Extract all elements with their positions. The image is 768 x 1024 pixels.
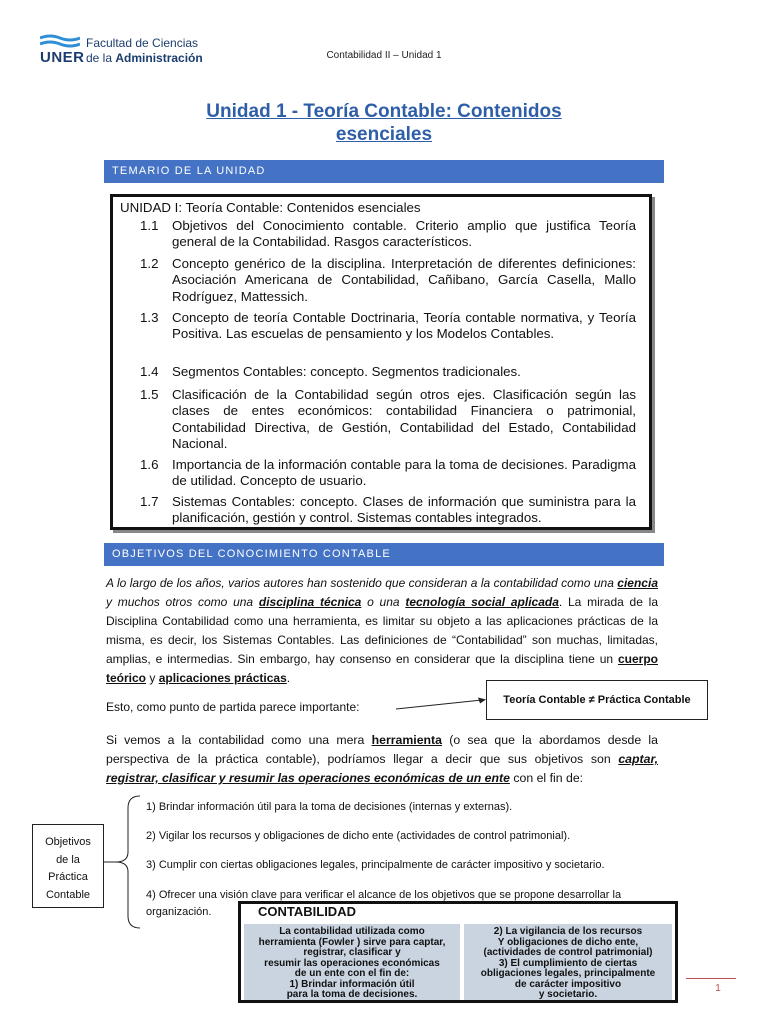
syllabus-item: 1.4 Segmentos Contables: concepto. Segmentos tradicionales. xyxy=(140,364,521,379)
theory-practice-box: Teoría Contable ≠ Práctica Contable xyxy=(486,680,708,720)
objective-item: 1) Brindar información útil para la toma de decisiones (internas y externas). xyxy=(146,801,513,813)
arrow-icon xyxy=(396,696,488,712)
waves-icon xyxy=(40,34,80,50)
section-header-temario: TEMARIO DE LA UNIDAD xyxy=(104,160,664,183)
paragraph-tool-view: Si vemos a la contabilidad como una mera herramienta (o sea que la abordamos desde la perspectiva de la práctica contable), podríamos llegar a decir que sus objetivos son captar, registrar, clasificar y resumir las operaciones económicas de un ente con el fin de: xyxy=(106,733,659,785)
paragraph-intro: A lo largo de los años, varios autores han sostenido que consideran a la contabilidad como una ciencia y muchos otros como una disciplina técnica o una tecnología social aplicada. La mirada de la Disciplina Contabilidad como una herramienta, es limitar su objeto a las aplicaciones prácticas de la misma, es decir, los Sistemas Contables. Las definiciones de “Contabilidad” son muchas, limitadas, amplias, e intermedias. Sin embargo, hay consenso en considerar que la disciplina tiene un cuerpo teórico y aplicaciones prácticas. xyxy=(106,576,658,685)
paragraph-starting-point: Esto, como punto de partida parece importante: xyxy=(106,700,360,714)
objective-item: 4) Ofrecer una visión clave para verificar el alcance de los objetivos que se propone desarrollar la organización. xyxy=(146,889,622,918)
page-title: Unidad 1 - Teoría Contable: Contenidos esenciales xyxy=(206,101,562,145)
syllabus-item: 1.2 Concepto genérico de la disciplina. Interpretación de diferentes definiciones: Asociación Americana de Contabilidad, Cañibano, García Casella, Mallo Rodríguez, Mattessich. xyxy=(140,256,636,304)
objectives-label-box: Objetivos de la Práctica Contable xyxy=(32,824,104,908)
logo-uner: UNER xyxy=(40,49,85,66)
brace-icon xyxy=(104,794,144,930)
section-header-objetivos: OBJETIVOS DEL CONOCIMIENTO CONTABLE xyxy=(104,543,664,566)
syllabus-heading: UNIDAD I: Teoría Contable: Contenidos esenciales xyxy=(120,200,421,215)
page-number: 1 xyxy=(715,983,721,994)
contabilidad-right-panel: 2) La vigilancia de los recursos Y obligaciones de dicho ente, (actividades de control patrimonial) 3) El cumplimiento de ciertas obligaciones legales, principalmente de carácter impositivo y societario. xyxy=(464,924,672,1000)
syllabus-item: 1.6 Importancia de la información contable para la toma de decisiones. Paradigma de utilidad. Concepto de usuario. xyxy=(140,457,636,489)
logo-faculty-line2: de la Administración xyxy=(86,51,203,65)
syllabus-item: 1.1 Objetivos del Conocimiento contable. Criterio amplio que justifica Teoría general de la Contabilidad. Rasgos característicos. xyxy=(140,218,636,250)
contabilidad-left-panel: La contabilidad utilizada como herramienta (Fowler ) sirve para captar, registrar, clasificar y resumir las operaciones económicas de un ente con el fin de: 1) Brindar información útil para la toma de decisiones. xyxy=(244,924,460,1000)
syllabus-item: 1.7 Sistemas Contables: concepto. Clases de información que suministra para la planificación, gestión y control. Sistemas contables integrados. xyxy=(140,494,636,526)
syllabus-item: 1.5 Clasificación de la Contabilidad según otros ejes. Clasificación según las clases de entes económicos: contabilidad Financiera o patrimonial, Contabilidad Directiva, de Gestión, Contabilidad del Estado, Contabilidad Nacional. xyxy=(140,387,636,452)
page-number-rule xyxy=(686,978,736,979)
objective-item: 3) Cumplir con ciertas obligaciones legales, principalmente de carácter impositivo y societario. xyxy=(146,859,605,871)
contabilidad-title: CONTABILIDAD xyxy=(258,904,356,919)
objective-item: 2) Vigilar los recursos y obligaciones de dicho ente (actividades de control patrimonial). xyxy=(146,830,571,842)
document-header: Contabilidad II – Unidad 1 xyxy=(326,50,442,61)
logo-faculty-line1: Facultad de Ciencias xyxy=(86,36,199,50)
syllabus-item: 1.3 Concepto de teoría Contable Doctrinaria, Teoría contable normativa, y Teoría Positiva. Las escuelas de pensamiento y los Modelos Contables. xyxy=(140,310,636,342)
